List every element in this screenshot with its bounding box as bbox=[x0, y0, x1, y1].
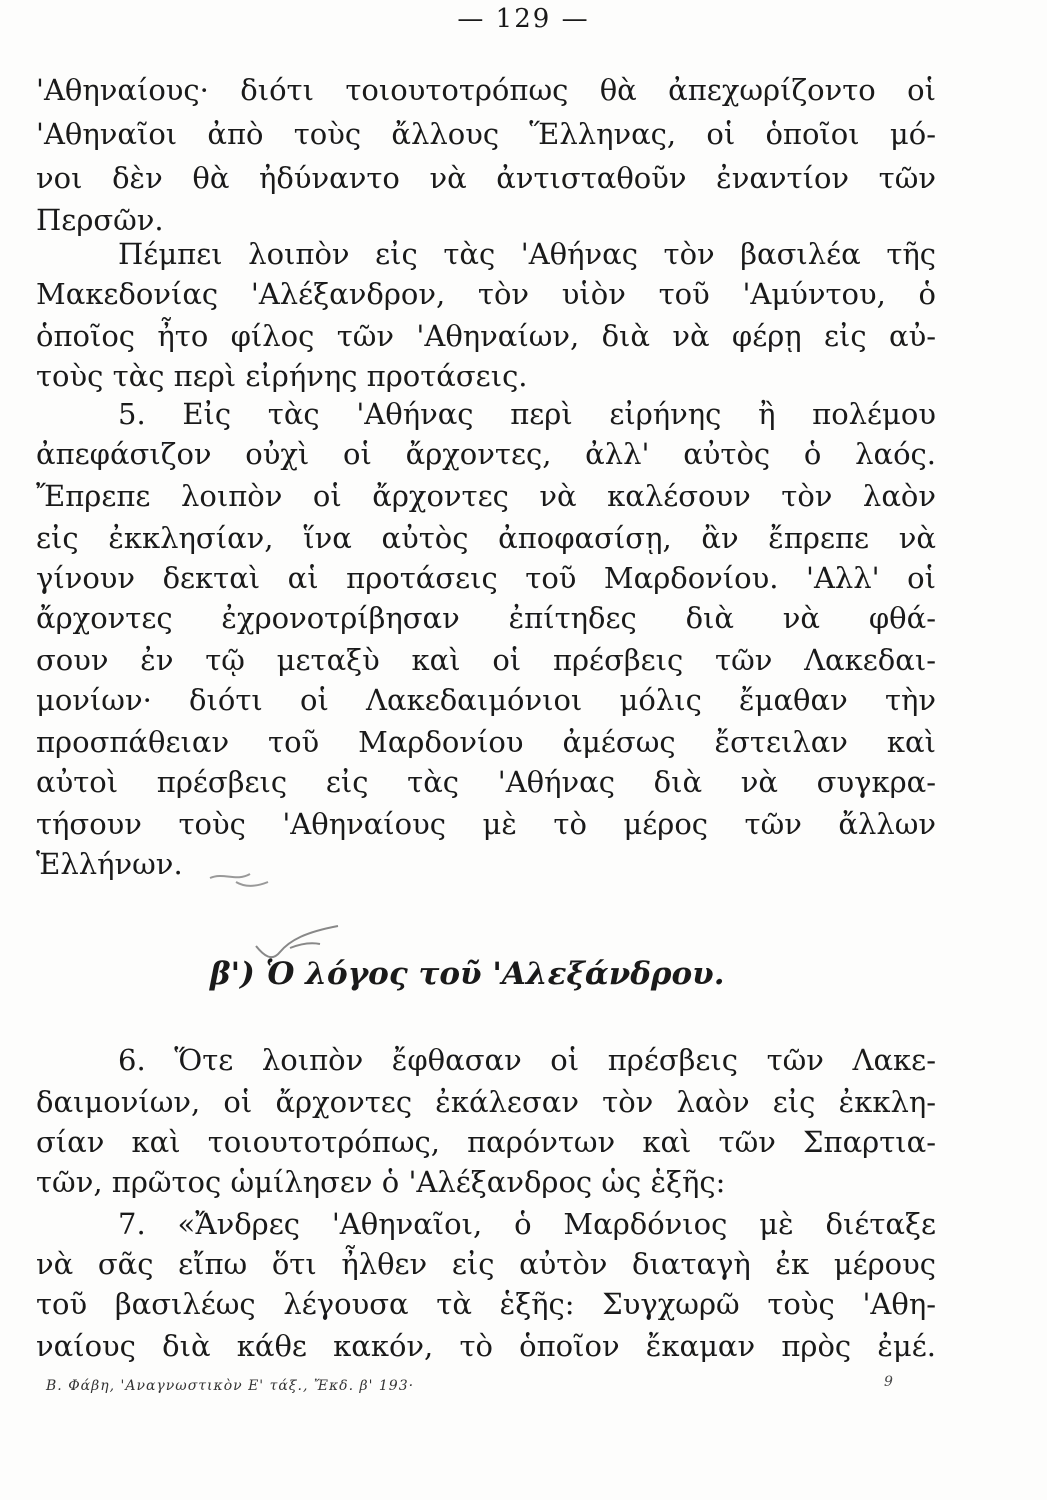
pencil-scribble-icon bbox=[206, 852, 276, 892]
text-line: 'Αθηναῖοι ἀπὸ τοὺς ἄλλους Ἕλληνας, οἱ ὁποῖοι μό- bbox=[36, 117, 936, 151]
text-line: αὐτοὶ πρέσβεις εἰς τὰς 'Αθήνας διὰ νὰ συγκρα- bbox=[36, 765, 936, 799]
text-line: σουν ἐν τῷ μεταξὺ καὶ οἱ πρέσβεις τῶν Λακεδαι- bbox=[36, 643, 936, 677]
text-line: Περσῶν. bbox=[36, 203, 164, 237]
section-heading: β') Ὁ λόγος τοῦ 'Αλεξάνδρου. bbox=[210, 956, 725, 992]
text-line: 7. «Ἄνδρες 'Αθηναῖοι, ὁ Μαρδόνιος μὲ διέταξε bbox=[118, 1207, 936, 1241]
text-line: εἰς ἐκκλησίαν, ἵνα αὐτὸς ἀποφασίσῃ, ἂν ἔπρεπε νὰ bbox=[36, 521, 936, 555]
text-line: 5. Εἰς τὰς 'Αθήνας περὶ εἰρήνης ἢ πολέμου bbox=[118, 397, 936, 431]
text-line: τοὺς τὰς περὶ εἰρήνης προτάσεις. bbox=[36, 359, 528, 393]
text-line: ὁποῖος ἦτο φίλος τῶν 'Αθηναίων, διὰ νὰ φέρῃ εἰς αὐ- bbox=[36, 319, 936, 353]
text-line: μονίων· διότι οἱ Λακεδαιμόνιοι μόλις ἔμαθαν τὴν bbox=[36, 683, 936, 717]
text-line: Πέμπει λοιπὸν εἰς τὰς 'Αθήνας τὸν βασιλέα τῆς bbox=[118, 237, 936, 271]
text-line: σίαν καὶ τοιουτοτρόπως, παρόντων καὶ τῶν Σπαρτια- bbox=[36, 1125, 936, 1159]
text-line: τοῦ βασιλέως λέγουσα τὰ ἑξῆς: Συγχωρῶ τοὺς 'Αθη- bbox=[36, 1287, 936, 1321]
text-line: γίνουν δεκταὶ αἱ προτάσεις τοῦ Μαρδονίου. 'Αλλ' οἱ bbox=[36, 561, 936, 595]
text-line: δαιμονίων, οἱ ἄρχοντες ἐκάλεσαν τὸν λαὸν εἰς ἐκκλη- bbox=[36, 1085, 936, 1119]
text-line: Μακεδονίας 'Αλέξανδρον, τὸν υἱὸν τοῦ 'Αμύντου, ὁ bbox=[36, 277, 936, 311]
text-line: νοι δὲν θὰ ἠδύναντο νὰ ἀντισταθοῦν ἐναντίον τῶν bbox=[36, 161, 936, 195]
text-line: Ἔπρεπε λοιπὸν οἱ ἄρχοντες νὰ καλέσουν τὸν λαὸν bbox=[36, 479, 936, 513]
text-line: 'Αθηναίους· διότι τοιουτοτρόπως θὰ ἀπεχωρίζοντο οἱ bbox=[36, 73, 936, 107]
signature-mark: 9 bbox=[884, 1374, 893, 1390]
text-line: ἀπεφάσιζον οὐχὶ οἱ ἄρχοντες, ἀλλ' αὐτὸς ὁ λαός. bbox=[36, 437, 936, 471]
text-line: τήσουν τοὺς 'Αθηναίους μὲ τὸ μέρος τῶν ἄλλων bbox=[36, 807, 936, 841]
page-number: — 129 — bbox=[457, 4, 590, 34]
text-line: 6. Ὅτε λοιπὸν ἔφθασαν οἱ πρέσβεις τῶν Λακε- bbox=[118, 1043, 936, 1077]
text-line: ναίους διὰ κάθε κακόν, τὸ ὁποῖον ἔκαμαν πρὸς ἐμέ. bbox=[36, 1329, 936, 1363]
text-line: ἄρχοντες ἐχρονοτρίβησαν ἐπίτηδες διὰ νὰ φθά- bbox=[36, 601, 936, 635]
text-line: Ἑλλήνων. bbox=[36, 847, 183, 881]
text-line: προσπάθειαν τοῦ Μαρδονίου ἀμέσως ἔστειλαν καὶ bbox=[36, 725, 936, 759]
text-line: τῶν, πρῶτος ὡμίλησεν ὁ 'Αλέξανδρος ὡς ἑξῆς: bbox=[36, 1165, 726, 1199]
footer-imprint: Β. Φάβη, 'Αναγνωστικὸν Ε' τάξ., Ἔκδ. β' 193· bbox=[46, 1378, 415, 1394]
text-line: νὰ σᾶς εἴπω ὅτι ἦλθεν εἰς αὐτὸν διαταγὴ ἐκ μέρους bbox=[36, 1247, 936, 1281]
